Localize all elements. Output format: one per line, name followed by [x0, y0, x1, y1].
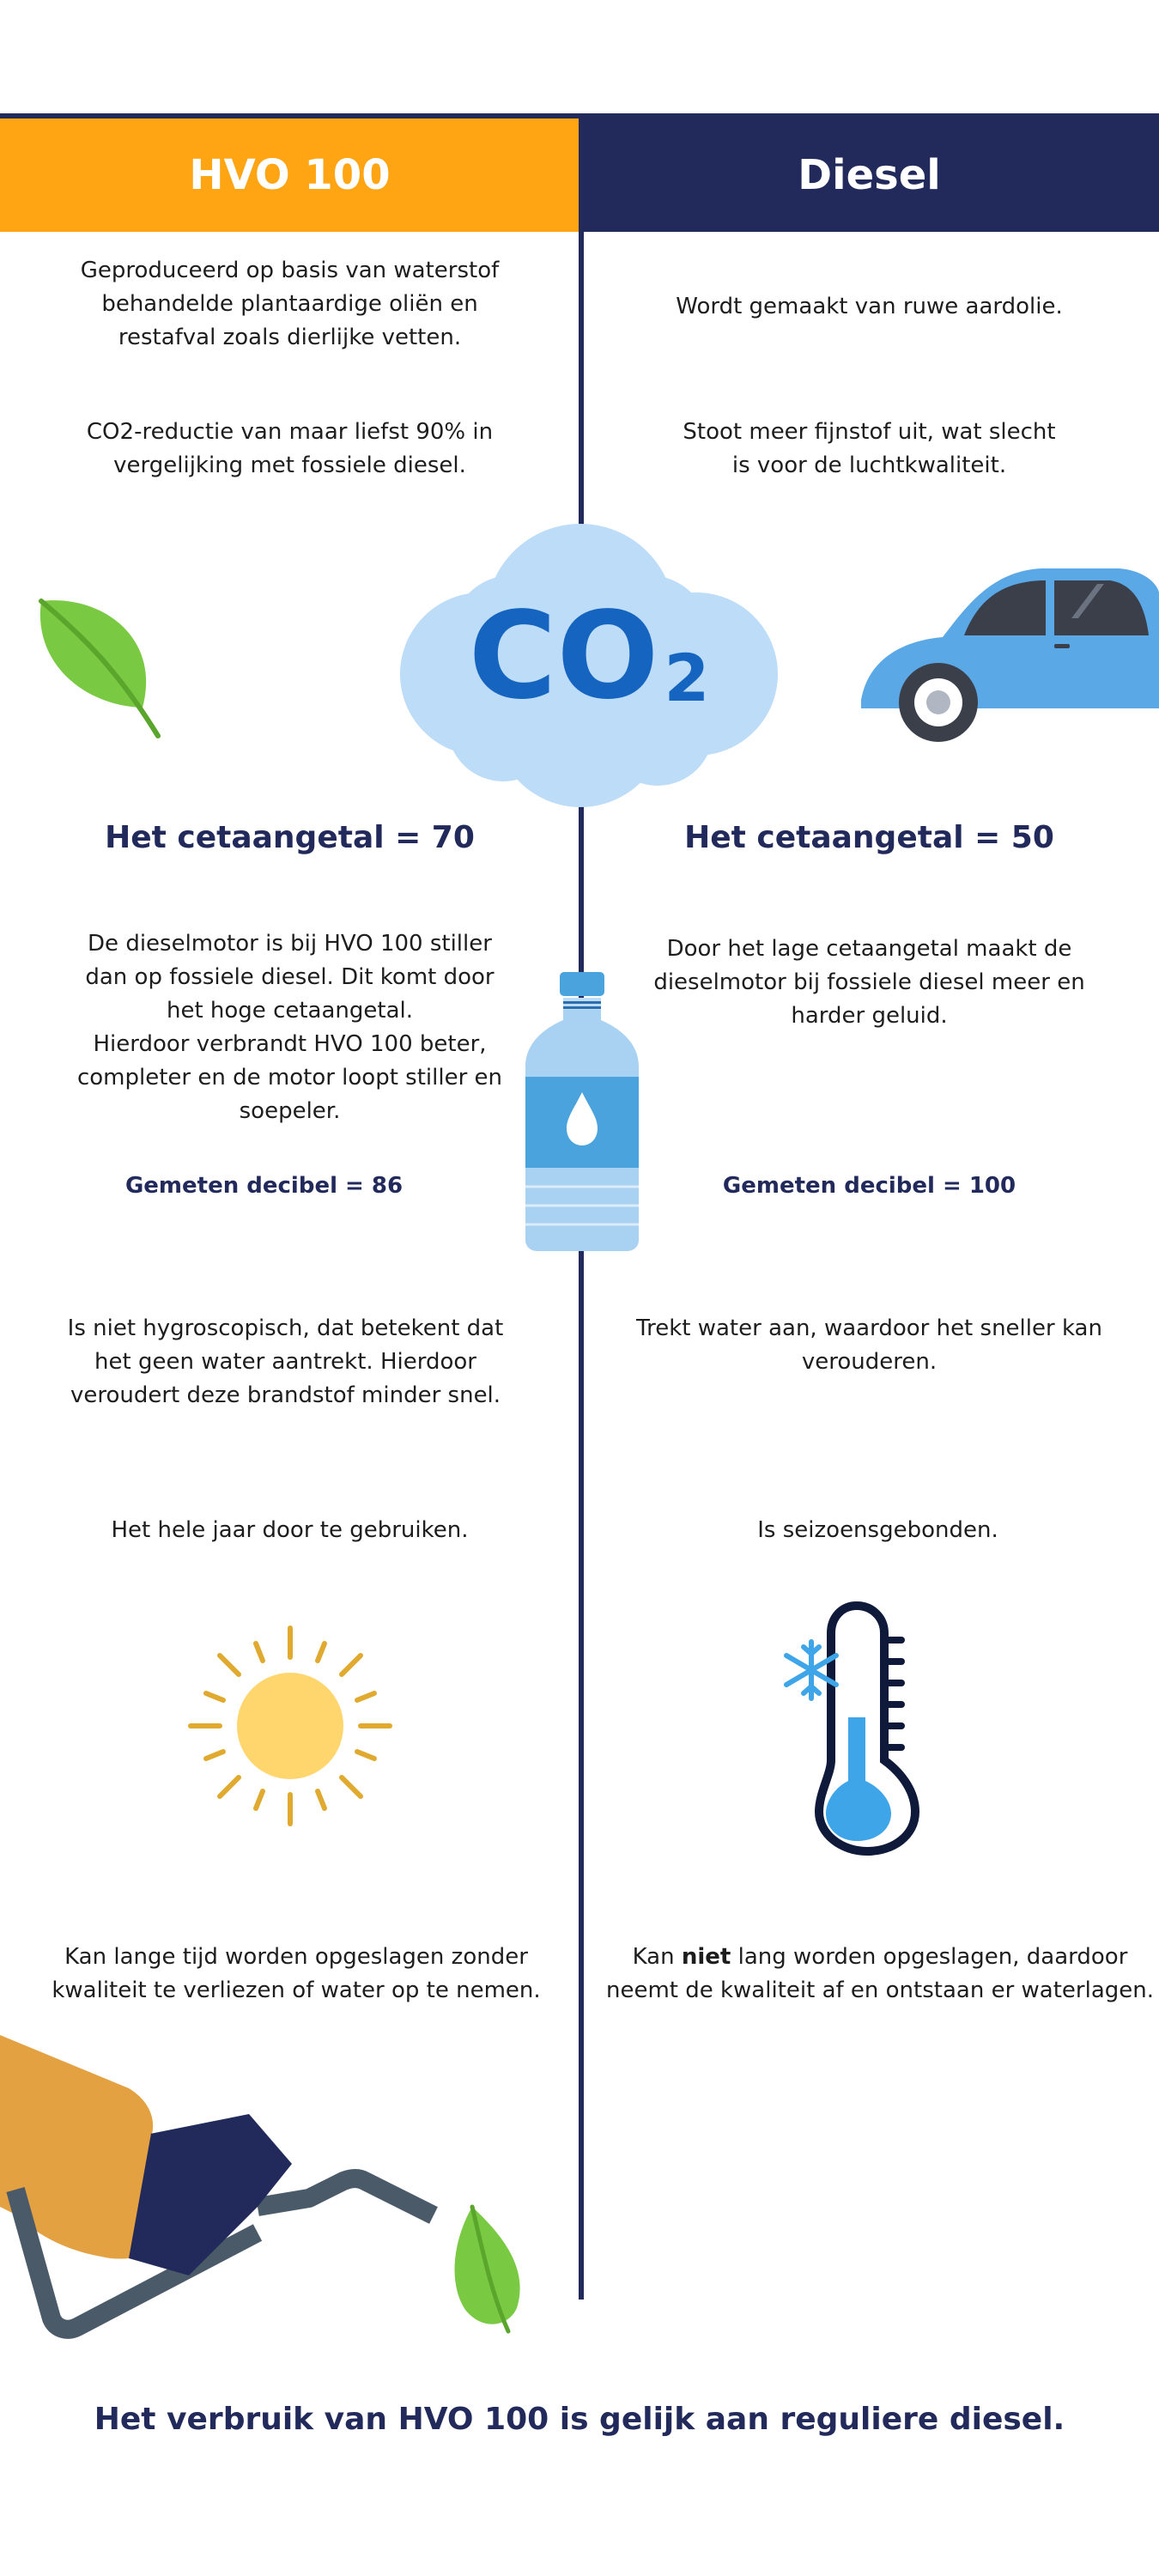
- footer-text: Het verbruik van HVO 100 is gelijk aan reguliere diesel.: [94, 2402, 1065, 2437]
- hvo-decibel: Gemeten decibel = 86: [124, 1173, 404, 1199]
- hvo-noise-line: dan op fossiele diesel. Dit komt door: [85, 964, 495, 990]
- diesel-season-text: Is seizoensgebonden.: [757, 1517, 998, 1543]
- hvo-noise-line: completer en de motor loopt stiller en: [76, 1065, 503, 1091]
- hvo-co2-text: CO2-reductie van maar liefst 90% in vergelijking met fossiele diesel.: [86, 419, 494, 478]
- diesel-title: Diesel: [798, 151, 941, 199]
- hvo-noise-line: soepeler.: [239, 1098, 341, 1124]
- hvo-cetane-heading: Het cetaangetal = 70: [105, 820, 475, 855]
- diesel-water-text: Trekt water aan, waardoor het sneller kan verouderen.: [636, 1315, 1102, 1375]
- hvo-noise-text: [52, 927, 528, 1128]
- co2-subscript: 2: [664, 640, 710, 716]
- diesel-storage-text: [605, 1941, 1155, 2008]
- diesel-fijnstof-text: Stoot meer fijnstof uit, wat slecht is voor de luchtkwaliteit.: [683, 419, 1056, 478]
- fuel-nozzle-icon: [0, 2035, 446, 2344]
- co2-main-text: CO: [468, 586, 659, 726]
- leaf-icon: [33, 594, 161, 740]
- hvo-noise-line: De dieselmotor is bij HVO 100 stiller: [88, 931, 492, 957]
- water-bottle-icon: [525, 972, 639, 1251]
- leaf-small-icon: [448, 2207, 527, 2336]
- hvo-origin-text: Geproduceerd op basis van waterstof behandelde plantaardige oliën en restafval zoals dierlijke vetten.: [80, 258, 500, 350]
- hvo-title: HVO 100: [189, 151, 391, 199]
- hvo-noise-line: het hoge cetaangetal.: [166, 998, 414, 1024]
- hvo-season-text: Het hele jaar door te gebruiken.: [111, 1517, 469, 1543]
- diesel-cetane-heading: Het cetaangetal = 50: [684, 820, 1054, 855]
- diesel-storage-pre: Kan: [632, 1944, 682, 1970]
- co2-label: [468, 586, 710, 726]
- hvo-storage-text: Kan lange tijd worden opgeslagen zonder kwaliteit te verliezen of water op te nemen.: [52, 1944, 541, 2003]
- car-icon: [861, 558, 1159, 747]
- hvo-noise-line: Hierdoor verbrandt HVO 100 beter,: [93, 1031, 487, 1057]
- thermometer-icon: [773, 1597, 944, 1855]
- header-diesel: [580, 118, 1159, 232]
- sun-icon: [187, 1625, 393, 1831]
- diesel-noise-text: Door het lage cetaangetal maakt de dieselmotor bij fossiele diesel meer en harder geluid.: [653, 936, 1085, 1029]
- diesel-origin-text: Wordt gemaakt van ruwe aardolie.: [676, 294, 1063, 319]
- hvo-water-text: Is niet hygroscopisch, dat betekent dat het geen water aantrekt. Hierdoor veroudert deze brandstof minder snel.: [67, 1315, 504, 1408]
- header-hvo: [0, 118, 580, 232]
- diesel-storage-bold: niet: [681, 1944, 731, 1970]
- diesel-decibel: Gemeten decibel = 100: [722, 1173, 1016, 1199]
- diesel-storage-post: lang worden opgeslagen, daardoor neemt de kwaliteit af en ontstaan er waterlagen.: [605, 1944, 1155, 2003]
